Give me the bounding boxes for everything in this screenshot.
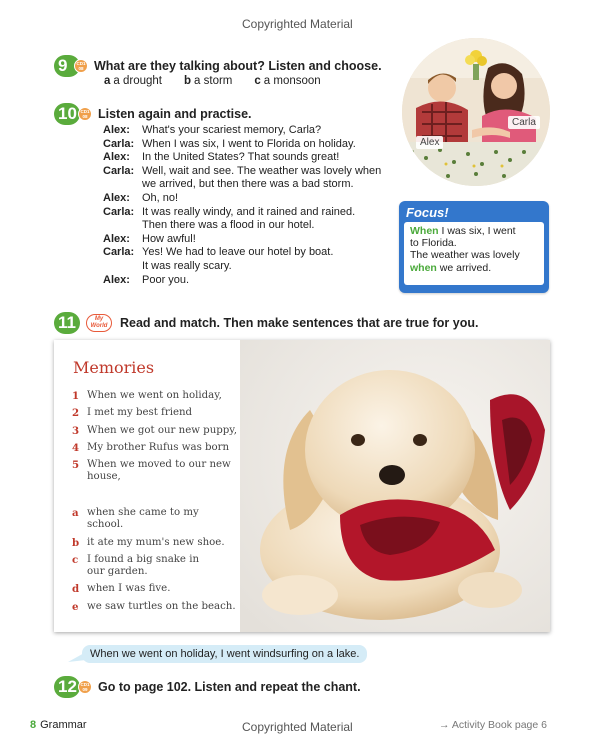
- exercise-10-header: [54, 103, 252, 125]
- dialogue-line: Alex: Oh, no!: [103, 191, 179, 204]
- memories-title: Memories: [73, 358, 155, 377]
- choice-b[interactable]: b a storm: [184, 75, 233, 87]
- dialogue-line: Alex: In the United States? That sounds great!: [103, 151, 340, 164]
- label-carla: Carla: [508, 116, 540, 129]
- focus-box: [399, 201, 549, 293]
- exercise-9-header: [54, 55, 382, 77]
- exercise-title: What are they talking about? Listen and choose.: [94, 59, 382, 73]
- lettered-list: [72, 507, 252, 618]
- list-item: 2 I met my best friend: [72, 407, 193, 420]
- dialogue-line: Alex: Poor you.: [103, 273, 190, 286]
- exercise-11-header: [54, 312, 478, 334]
- focus-content: When I was six, I went to Florida. The weather was lovely when we arrived.: [404, 222, 544, 285]
- memories-panel: [54, 340, 550, 632]
- list-item: d when I was five.: [72, 583, 171, 596]
- bubble-tail-icon: [68, 652, 86, 664]
- choice-c[interactable]: c a monsoon: [254, 75, 321, 87]
- list-item: 4 My brother Rufus was born: [72, 441, 230, 454]
- dialogue-line: Carla: Well, wait and see. The weather was lovely when we arrived, but then there was a bad storm.: [103, 164, 382, 191]
- choice-a[interactable]: a a drought: [104, 75, 163, 87]
- cd-track-icon[interactable]: CD1 08: [78, 107, 92, 121]
- dialogue-line: Carla: When I was six, I went to Florida on holiday.: [103, 137, 356, 150]
- list-item: c I found a big snake in our garden.: [72, 553, 200, 578]
- exercise-title: Read and match. Then make sentences that are true for you.: [120, 316, 479, 330]
- exercise-title: Go to page 102. Listen and repeat the chant.: [98, 680, 361, 694]
- copyright-watermark-bottom: Copyrighted Material: [242, 720, 353, 734]
- list-item: 5 When we moved to our new house,: [72, 459, 231, 483]
- numbered-list: [72, 390, 252, 489]
- copyright-watermark-top: Copyrighted Material: [242, 17, 353, 31]
- exercise-number-badge: 9: [54, 55, 80, 77]
- people-illustration-icon: [402, 38, 550, 186]
- cd-track-icon[interactable]: CD1 08: [74, 59, 88, 73]
- footer-page-label: [30, 719, 87, 731]
- list-item: 1 When we went on holiday,: [72, 390, 222, 402]
- list-item: b it ate my mum's new shoe.: [72, 536, 225, 549]
- list-item: 3 When we got our new puppy,: [72, 424, 237, 437]
- list-item: a when she came to my school.: [72, 507, 199, 531]
- exercise-9-choices: [104, 75, 321, 87]
- section-name: Grammar: [40, 719, 87, 731]
- label-alex: Alex: [416, 136, 443, 149]
- example-speech-bubble: When we went on holiday, I went windsurfing on a lake.: [82, 645, 367, 663]
- my-world-icon: My World: [86, 314, 112, 332]
- exercise-title: Listen again and practise.: [98, 107, 252, 121]
- focus-title: Focus!: [406, 205, 449, 220]
- photo-alex-carla: [402, 38, 550, 186]
- dialogue-line: Carla: It was really windy, and it rained and rained. Then there was a flood in our hotel.: [103, 205, 356, 232]
- cd-track-icon[interactable]: CD1 09: [78, 680, 92, 694]
- exercise-12-header: [54, 676, 361, 698]
- dialogue: [103, 124, 408, 287]
- dialogue-line: Carla: Yes! We had to leave our hotel by boat. It was really scary.: [103, 246, 334, 272]
- list-item: e we saw turtles on the beach.: [72, 600, 236, 613]
- activity-book-reference[interactable]: → Activity Book page 6: [439, 719, 547, 731]
- puppy-with-shoe-icon: [240, 340, 550, 632]
- dialogue-line: Alex: What's your scariest memory, Carla?: [103, 124, 322, 136]
- exercise-number-badge: 10: [54, 103, 80, 125]
- exercise-number-badge: 11: [54, 312, 80, 334]
- page-number: 8: [30, 719, 37, 731]
- dialogue-line: Alex: How awful!: [103, 232, 196, 245]
- exercise-number-badge: 12: [54, 676, 80, 698]
